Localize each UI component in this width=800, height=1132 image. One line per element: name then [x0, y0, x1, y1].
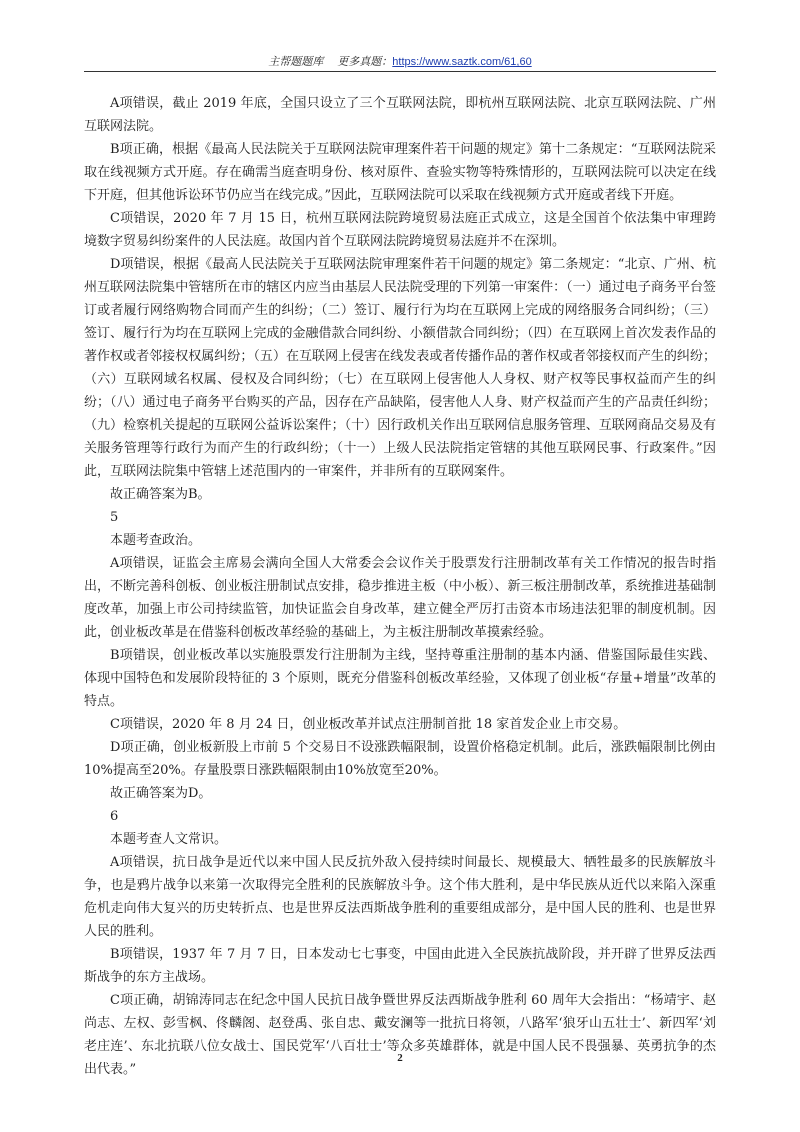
question-number: 5 — [110, 510, 119, 525]
topic-line: 本题考查人文常识。 — [110, 832, 228, 847]
document-body — [84, 92, 716, 1081]
site-name: 主帮题题库 — [268, 55, 324, 68]
answer-line: 故正确答案为D。 — [110, 786, 212, 801]
source-link[interactable]: https://www.saztk.com/61,60 — [392, 56, 532, 68]
paragraph: B项错误，1937 年 7 月 7 日，日本发动七七事变，中国由此进入全民族抗战阶段，并开辟了世界反法西斯战争的东方主战场。 — [84, 947, 716, 985]
page-header — [0, 53, 800, 69]
paragraph: A项错误，证监会主席易会满向全国人大常委会会议作关于股票发行注册制改革有关工作情况的报告时指出，不断完善科创板、创业板注册制试点安排，稳步推进主板（中小板）、新三板注册制改革，系统推进基础制度改革，加强上市公司持续监管，加快证监会自身改革，建立健全严厉打击资本市场违法犯罪的制度机制。因此，创业板改革是在借鉴科创板改革经验的基础上，为主板注册制改革摸索经验。 — [84, 556, 716, 640]
more-questions-label: 更多真题： — [337, 55, 393, 68]
paragraph: C项错误，2020 年 8 月 24 日，创业板改革并试点注册制首批 18 家首发企业上市交易。 — [110, 717, 627, 732]
topic-line: 本题考查政治。 — [110, 533, 202, 548]
paragraph: C项正确，胡锦涛同志在纪念中国人民抗日战争暨世界反法西斯战争胜利 60 周年大会指出：“杨靖宇、赵尚志、左权、彭雪枫、佟麟阁、赵登禹、张自忠、戴安澜等一批抗日将领，八路军‘狼牙山五壮士’、新四军‘刘老庄连’、东北抗联八位女战士、国民党军‘八百壮士’等众多英雄群体，就是中国人民不畏强暴、英勇抗争的杰出代表。” — [84, 993, 716, 1077]
paragraph: A项错误，抗日战争是近代以来中国人民反抗外敌入侵持续时间最长、规模最大、牺牲最多的民族解放斗争，也是鸦片战争以来第一次取得完全胜利的民族解放斗争。这个伟大胜利，是中华民族从近代以来陷入深重危机走向伟大复兴的历史转折点、也是世界反法西斯战争胜利的重要组成部分，是中国人民的胜利、也是世界人民的胜利。 — [84, 855, 716, 939]
paragraph: B项正确，根据《最高人民法院关于互联网法院审理案件若干问题的规定》第十二条规定：“互联网法院采取在线视频方式开庭。存在确需当庭查明身份、核对原件、查验实物等特殊情形的，互联网法院可以决定在线下开庭，但其他诉讼环节仍应当在线完成。”因此，互联网法院可以采取在线视频方式开庭或者线下开庭。 — [84, 142, 716, 203]
paragraph: A项错误，截止 2019 年底，全国只设立了三个互联网法院，即杭州互联网法院、北京互联网法院、广州互联网法院。 — [84, 96, 716, 134]
paragraph: C项错误，2020 年 7 月 15 日，杭州互联网法院跨境贸易法庭正式成立，这是全国首个依法集中审理跨境数字贸易纠纷案件的人民法庭。故国内首个互联网法院跨境贸易法庭并不在深圳。 — [84, 211, 716, 249]
header-divider — [84, 71, 716, 72]
paragraph: B项错误，创业板改革以实施股票发行注册制为主线，坚持尊重注册制的基本内涵、借鉴国际最佳实践、体现中国特色和发展阶段特征的 3 个原则，既充分借鉴科创板改革经验，又体现了创业板“存量+增量”改革的特点。 — [84, 648, 716, 709]
paragraph: D项错误，根据《最高人民法院关于互联网法院审理案件若干问题的规定》第二条规定：“北京、广州、杭州互联网法院集中管辖所在市的辖区内应当由基层人民法院受理的下列第一审案件：（一）通过电子商务平台签订或者履行网络购物合同而产生的纠纷；（二）签订、履行行为均在互联网上完成的网络服务合同纠纷；（三）签订、履行行为均在互联网上完成的金融借款合同纠纷、小额借款合同纠纷；（四）在互联网上首次发表作品的著作权或者邻接权权属纠纷；（五）在互联网上侵害在线发表或者传播作品的著作权或者邻接权而产生的纠纷；（六）互联网域名权属、侵权及合同纠纷；（七）在互联网上侵害他人人身权、财产权等民事权益而产生的纠纷；（八）通过电子商务平台购买的产品，因存在产品缺陷，侵害他人人身、财产权益而产生的产品责任纠纷；（九）检察机关提起的互联网公益诉讼案件；（十）因行政机关作出互联网信息服务管理、互联网商品交易及有关服务管理等行政行为而产生的行政纠纷；（十一）上级人民法院指定管辖的其他互联网民事、行政案件。”因此，互联网法院集中管辖上述范围内的一审案件，并非所有的互联网案件。 — [84, 257, 716, 479]
answer-line: 故正确答案为B。 — [110, 487, 211, 502]
question-number: 6 — [110, 809, 119, 824]
paragraph: D项正确，创业板新股上市前 5 个交易日不设涨跌幅限制，设置价格稳定机制。此后，涨跌幅限制比例由10%提高至20%。存量股票日涨跌幅限制由10%放宽至20%。 — [84, 740, 716, 778]
page-number: 2 — [397, 1052, 403, 1064]
